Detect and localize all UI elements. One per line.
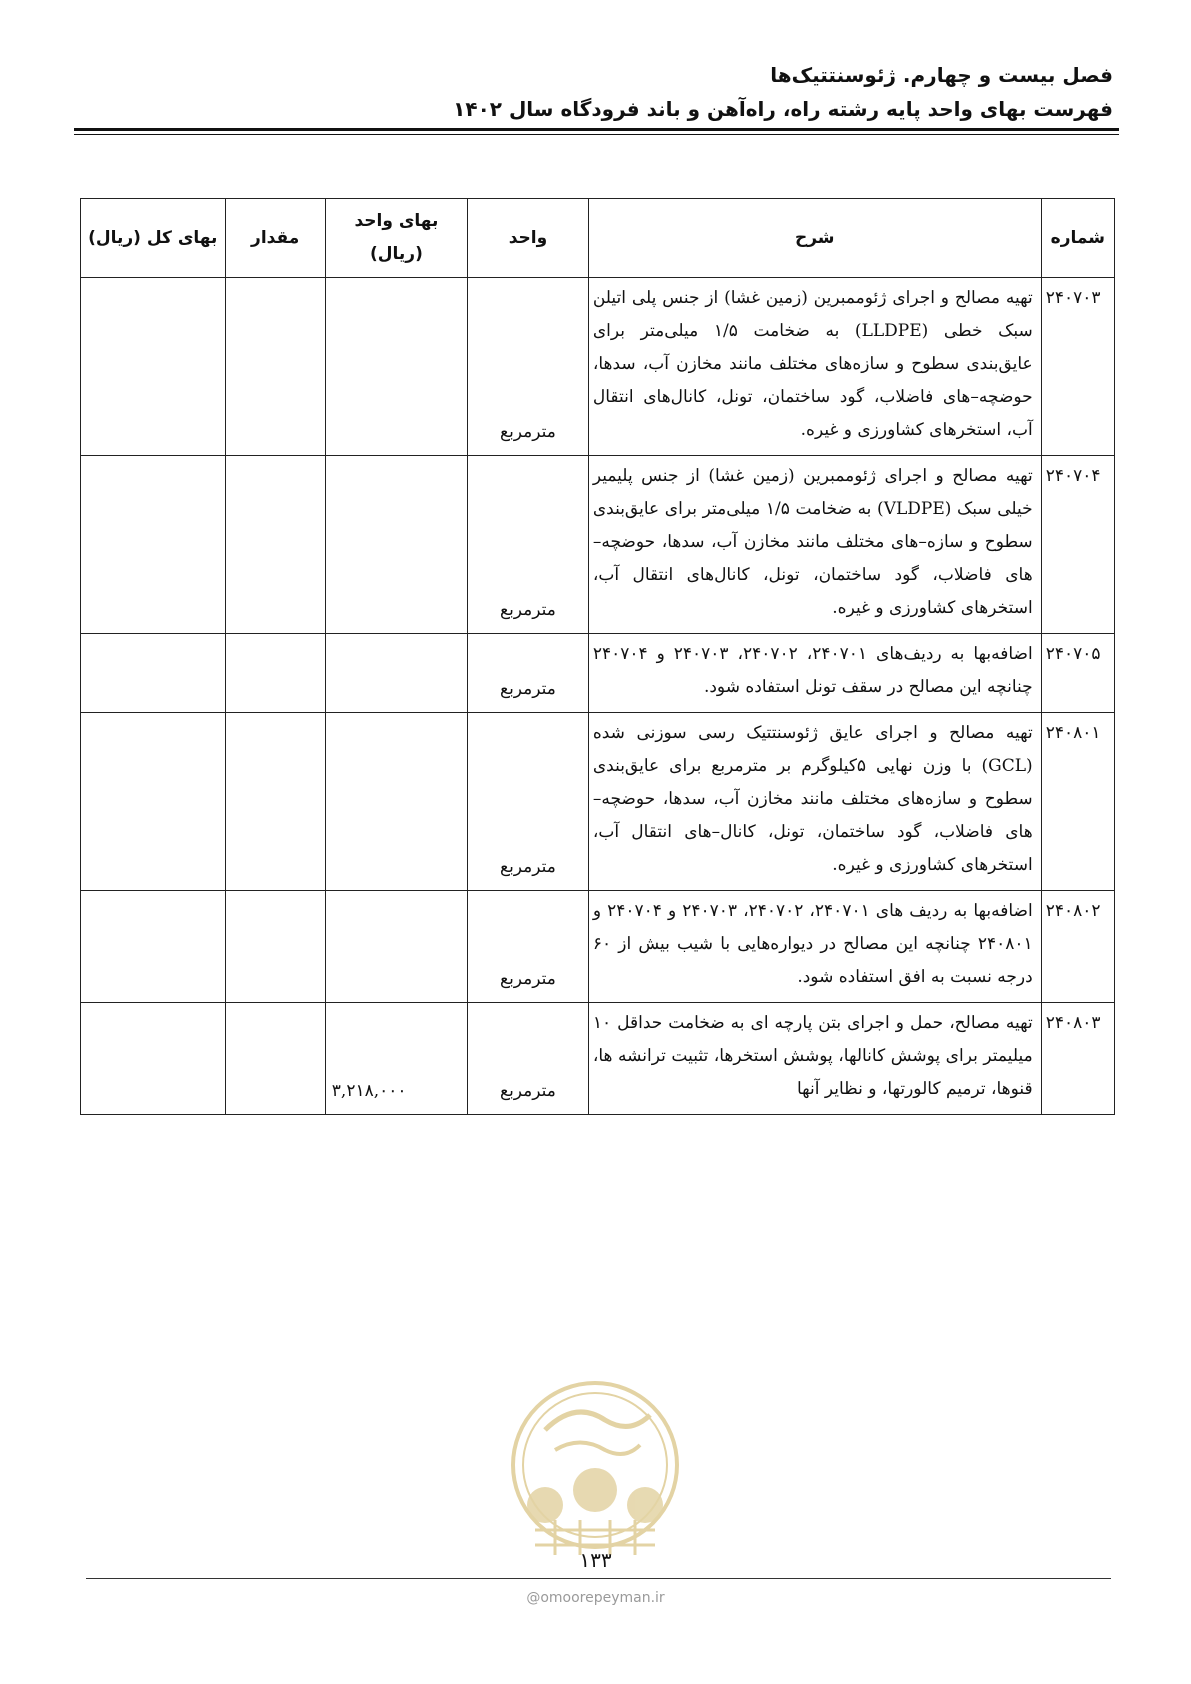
- row-description: اضافه‌بها به ردیف‌های ۲۴۰۷۰۱، ۲۴۰۷۰۲، ۲۴۰۷۰۳ و ۲۴۰۷۰۴ چنانچه این مصالح در سقف تونل استفاده شود.: [588, 634, 1041, 713]
- row-unit: مترمربع: [468, 1003, 589, 1115]
- row-unit-price: [325, 891, 467, 1003]
- header-description: شرح: [588, 199, 1041, 278]
- table-header-row: [81, 199, 1115, 278]
- row-quantity: [225, 1003, 325, 1115]
- row-description: تهیه مصالح و اجرای ژئوممبرین (زمین غشا) از جنس پلیمیر خیلی سبک (VLDPE) به ضخامت ۱/۵ میلی‌متر برای عایق‌بندی سطوح و سازه‌–های مختلف مانند مخازن آب، سدها، حوضچه‌–های فاضلاب، گود ساختمان، تونل، کانال‌های انتقال آب، استخرهای کشاورزی و غیره.: [588, 456, 1041, 634]
- row-number: ۲۴۰۷۰۳: [1041, 278, 1114, 456]
- row-number: ۲۴۰۸۰۱: [1041, 713, 1114, 891]
- row-unit-price: [325, 278, 467, 456]
- chapter-title: فصل بیست و چهارم. ژئوسنتتیک‌ها: [770, 63, 1113, 87]
- row-number: ۲۴۰۷۰۵: [1041, 634, 1114, 713]
- header-unit-price-currency: (ریال): [370, 244, 423, 264]
- row-description: تهیه مصالح و اجرای عایق ژئوسنتتیک رسی سوزنی شده (GCL) با وزن نهایی ۵کیلوگرم بر مترمربع برای عایق‌بندی سطوح و سازه‌های مختلف مانند مخازن آب، سدها، حوضچه‌–های فاضلاب، گود ساختمان، تونل، کانال‌–های انتقال آب، استخرهای کشاورزی و غیره.: [588, 713, 1041, 891]
- header-quantity: مقدار: [225, 199, 325, 278]
- row-quantity: [225, 278, 325, 456]
- page-number: ۱۳۳: [579, 1548, 612, 1572]
- omoorepeyman-logo-icon: [505, 1370, 685, 1570]
- row-description: تهیه مصالح، حمل و اجرای بتن پارچه ای به ضخامت حداقل ۱۰ میلیمتر برای پوشش کانالها، پوشش استخرها، تثبیت ترانشه ها، قنوها، ترمیم کالورتها، و نظایر آنها: [588, 1003, 1041, 1115]
- footer-website: @omoorepeyman.ir: [526, 1590, 665, 1606]
- price-table: [80, 198, 1115, 1115]
- row-quantity: [225, 456, 325, 634]
- row-total-price: [81, 891, 226, 1003]
- row-quantity: [225, 713, 325, 891]
- table-row: [81, 891, 1115, 1003]
- row-unit: مترمربع: [468, 634, 589, 713]
- table-row: [81, 456, 1115, 634]
- row-total-price: [81, 278, 226, 456]
- row-unit-price: [325, 456, 467, 634]
- row-quantity: [225, 891, 325, 1003]
- row-unit-price: [325, 713, 467, 891]
- row-unit: مترمربع: [468, 713, 589, 891]
- page-header: [73, 58, 1113, 126]
- row-total-price: [81, 456, 226, 634]
- row-number: ۲۴۰۸۰۳: [1041, 1003, 1114, 1115]
- price-list-title: فهرست بهای واحد پایه رشته راه، راه‌آهن و باند فرودگاه سال ۱۴۰۲: [453, 97, 1113, 121]
- row-total-price: [81, 1003, 226, 1115]
- row-total-price: [81, 713, 226, 891]
- header-number: شماره: [1041, 199, 1114, 278]
- footer-rule: [86, 1578, 1111, 1579]
- table-row: [81, 278, 1115, 456]
- row-unit-price: ۳,۲۱۸,۰۰۰: [325, 1003, 467, 1115]
- header-unit: واحد: [468, 199, 589, 278]
- row-description: اضافه‌بها به ردیف های ۲۴۰۷۰۱، ۲۴۰۷۰۲، ۲۴۰۷۰۳ و ۲۴۰۷۰۴ و ۲۴۰۸۰۱ چنانچه این مصالح در دیواره‌هایی با شیب بیش از ۶۰ درجه نسبت به افق استفاده شود.: [588, 891, 1041, 1003]
- row-unit: مترمربع: [468, 456, 589, 634]
- header-unit-price-label: بهای واحد: [354, 211, 439, 231]
- row-total-price: [81, 634, 226, 713]
- table-row: [81, 634, 1115, 713]
- row-unit-price: [325, 634, 467, 713]
- header-unit-price: [325, 199, 467, 278]
- row-number: ۲۴۰۷۰۴: [1041, 456, 1114, 634]
- row-number: ۲۴۰۸۰۲: [1041, 891, 1114, 1003]
- header-rule-thick: [74, 128, 1119, 131]
- row-unit: مترمربع: [468, 891, 589, 1003]
- header-rule-thin: [74, 134, 1119, 135]
- table-row: [81, 1003, 1115, 1115]
- table-row: [81, 713, 1115, 891]
- header-total-price: بهای کل (ریال): [81, 199, 226, 278]
- row-quantity: [225, 634, 325, 713]
- row-unit: مترمربع: [468, 278, 589, 456]
- row-description: تهیه مصالح و اجرای ژئوممبرین (زمین غشا) از جنس پلی اتیلن سبک خطی (LLDPE) به ضخامت ۱/۵ میلی‌متر برای عایق‌بندی سطوح و سازه‌های مختلف مانند مخازن آب، سدها، حوضچه‌–های فاضلاب، گود ساختمان، تونل، کانال‌های انتقال آب، استخرهای کشاورزی و غیره.: [588, 278, 1041, 456]
